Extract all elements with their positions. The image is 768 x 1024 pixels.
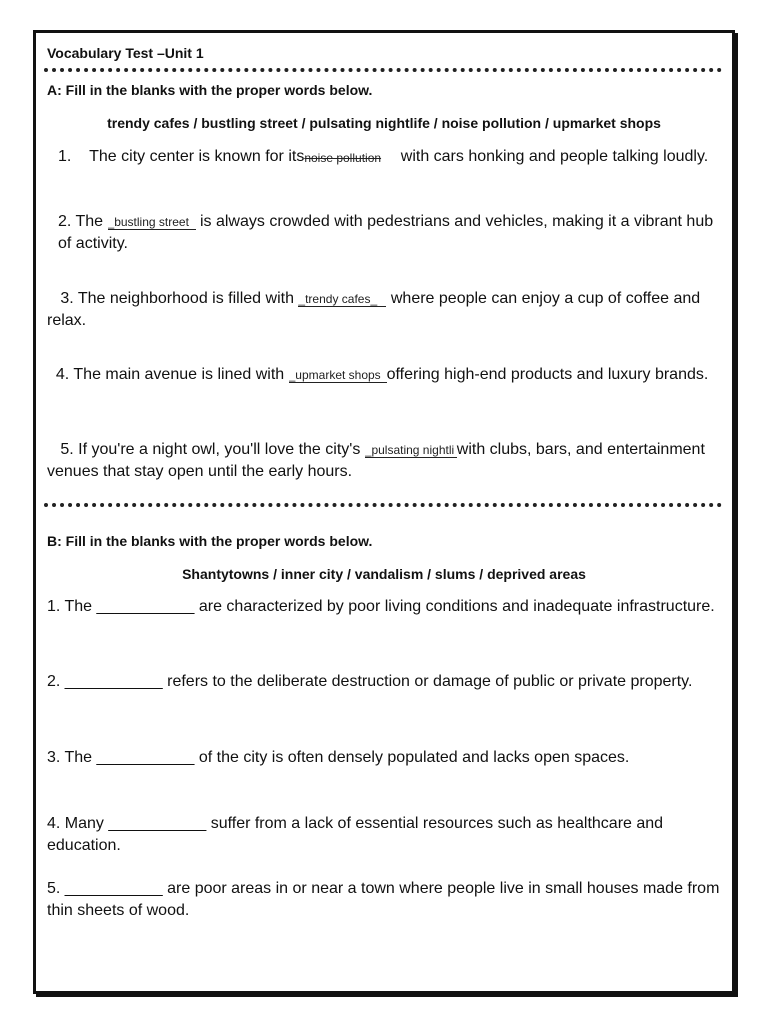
question-text-after: with cars honking and people talking loudly. xyxy=(396,148,709,165)
question-text-after: is always crowded with pedestrians and vehicles, making it a vibrant hub of activity. xyxy=(58,213,714,252)
section-b-question-1: 1. The ___________ are characterized by poor living conditions and inadequate infrastructure. xyxy=(47,598,715,615)
section-b-question-4: 4. Many ___________ suffer from a lack of essential resources such as healthcare and education. xyxy=(47,815,664,854)
question-text-after: offering high-end products and luxury brands. xyxy=(386,366,709,383)
question-text-before: 4. The main avenue is lined with xyxy=(55,366,289,383)
answer-upmarket-shops[interactable]: _upmarket shops xyxy=(289,368,387,383)
question-text-before: 5. If you're a night owl, you'll love the city's xyxy=(60,441,365,458)
answer-pulsating-nightlife[interactable]: _pulsating nightli xyxy=(365,443,457,458)
question-text-before: The city center is known for its xyxy=(89,148,305,165)
section-b-question-5: 5. ___________ are poor areas in or near a town where people live in small houses made from thin sheets of wood. xyxy=(47,880,720,919)
answer-trendy-cafes[interactable]: _trendy cafes_ xyxy=(298,292,386,307)
section-a-heading: A: Fill in the blanks with the proper words below. xyxy=(47,82,373,98)
section-a-question-3 xyxy=(47,288,723,332)
dotted-divider-middle xyxy=(44,503,722,507)
page-title: Vocabulary Test –Unit 1 xyxy=(47,45,204,61)
question-text-after: where people can enjoy a cup of coffee and relax. xyxy=(47,290,701,329)
answer-noise-pollution[interactable]: noise pollution xyxy=(304,151,382,165)
dotted-divider-top xyxy=(44,68,722,72)
section-a-question-2 xyxy=(58,211,723,255)
question-text-before: 2. The xyxy=(58,213,108,230)
section-a-question-5 xyxy=(47,439,723,483)
answer-bustling-street[interactable]: _bustling street xyxy=(108,215,196,230)
section-b-wordbank: Shantytowns / inner city / vandalism / slums / deprived areas xyxy=(182,566,586,582)
section-b-heading: B: Fill in the blanks with the proper words below. xyxy=(47,533,373,549)
section-a-question-4 xyxy=(47,364,723,386)
section-a-wordbank: trendy cafes / bustling street / pulsating nightlife / noise pollution / upmarket shops xyxy=(107,115,661,131)
question-text-before: 3. The neighborhood is filled with xyxy=(60,290,299,307)
question-text-after: with clubs, bars, and entertainment venues that stay open until the early hours. xyxy=(47,441,705,480)
question-number: 1. xyxy=(58,148,72,165)
section-b-question-3: 3. The ___________ of the city is often densely populated and lacks open spaces. xyxy=(47,749,630,766)
section-b-question-2: 2. ___________ refers to the deliberate destruction or damage of public or private property. xyxy=(47,673,693,690)
section-a-question-1 xyxy=(58,146,723,168)
